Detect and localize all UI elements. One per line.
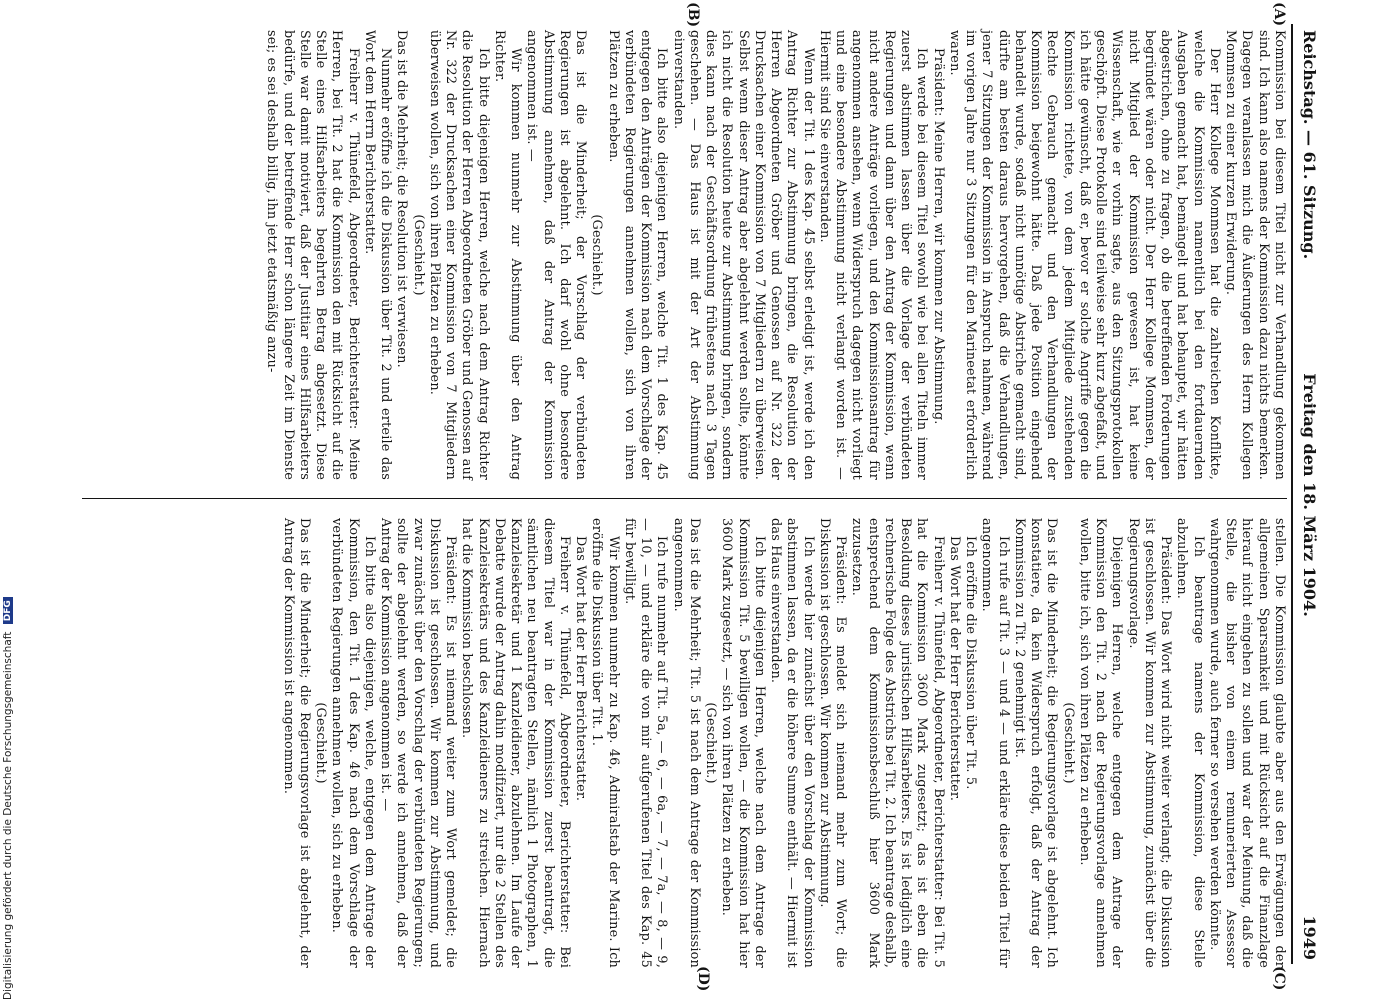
left-column (263, 30, 1287, 480)
paragraph: Wenn der Tit. 1 des Kap. 45 selbst erledigt ist, werde ich den Antrag Richter zur Abstimmung bringen, die Resolution der Herren Abgeordneten Gröber und Genossen auf Nr. 322 der Drucksachen einer Kommission von 7 Mitgliedern zu überweisen. Selbst wenn dieser Antrag aber abgelehnt werden sollte, könnte ich nicht die Resolution heute zur Abstimmung bringen, sondern dies kann nach der Geschäftsordnung frühestens nach 3 Tagen geschehen. — Das Haus ist mit der Art der Abstimmung einverstanden. (670, 30, 816, 480)
header-left-title: Reichstag. — 61. Sitzung. (1300, 30, 1319, 260)
stage-direction: (Geschieht.) (589, 214, 605, 296)
paragraph: Ich bitte diejenigen Herren, welche nach dem Antrag Richter die Resolution der Herren Abgeordneten Gröber und Genossen auf Nr. 322 der Drucksachen einer Kommission von 7 Mitgliedern überweisen wollen, sich von ihren Plätzen zu erheben. (427, 30, 491, 480)
paragraph: Wir kommen nunmehr zu Kap. 46, Admiralstab der Marine. Ich eröffne die Diskussion über Tit. 1. (589, 518, 621, 968)
header-rule (1291, 24, 1293, 964)
paragraph: Das ist die Mehrheit; die Resolution ist verwiesen. (394, 30, 410, 368)
paragraph: Freiherr v. Thünefeld, Abgeordneter, Berichterstatter: Meine Herren, bei Tit. 2 hat die Kommission den mit Rücksicht auf die Stelle eines Hilfsarbeiters begehrten Betrag abgesetzt. Diese Stelle war damit motiviert, daß der Justitiar eines Hilfsarbeiters bedürfe, und der betreffende Herr schon längere Zeit im Dienste sei; es sei deshalb billig, ihn jetzt etatsmäßig anzu- (264, 30, 361, 480)
margin-mark-b: (B) (685, 2, 701, 28)
paragraph: Präsident: Es meldet sich niemand mehr zum Wort; die Diskussion ist geschlossen. Wir kommen zur Abstimmung. (817, 518, 849, 968)
paragraph: Diejenigen Herren, welche entgegen dem Antrage der Kommission den Tit. 2 nach der Regierungsvorlage annehmen wollen, bitte ich, sich von ihren Plätzen zu erheben. (1077, 518, 1125, 968)
footer-credit (2, 0, 14, 1000)
paragraph: Ich bitte also diejenigen, welche, entgegen dem Antrage der Kommission, den Tit. 1 des Kap. 46 nach dem Vorschlage der verbündeten Regierungen annehmen wollen, sich zu erheben. (329, 518, 377, 968)
paragraph: Der Herr Kollege Mommsen hat die zahlreichen Konflikte, welche die Kommission namentlich bei den fortdauernden Ausgaben gemacht hat, bemängelt und hat behauptet, wir hätten abgestrichen, ohne zu fragen, ob die betreffenden Forderungen begründet wären oder nicht. Der Herr Kollege Mommsen, der nicht Mitglied der Kommission gewesen ist, hat keine Wissenschaft, wie er vorhin sagte, aus den Sitzungsprotokollen geschöpft. Diese Protokolle sind teilweise sehr kurz abgefaßt, und ich hätte gewünscht, daß er, bevor er solche Angriffe gegen die Kommission richtete, von dem jedem Mitgliede zustehenden Rechte Gebrauch gemacht und den Verhandlungen der Kommission beigewohnt hätte. Daß jede Position eingehend behandelt wurde, sodaß nicht unnötige Abstriche gemacht sind, dürfte am besten daraus hervorgehen, daß die Verhandlungen, jener 7 Sitzungen der Kommission in Anspruch nahmen, während im vorigen Jahre nur 3 Sitzungen für den Marineetat erforderlich waren. (947, 30, 1222, 480)
page-header (1297, 30, 1321, 960)
header-date: Freitag den 18. März 1904. (1300, 373, 1319, 617)
paragraph: Kommission bei diesem Titel nicht zur Verhandlung gekommen sind. Ich kann also namens der Kommission dazu nichts bemerken. Dagegen veranlassen mich die Äußerungen des Herrn Kollegen Mommsen zu einer kurzen Erwiderung. (1223, 30, 1287, 480)
paragraph: Nunmehr eröffne ich die Diskussion über Tit. 2 und erteile das Wort dem Herrn Berichterstatter. (362, 30, 394, 480)
paragraph: Ich bitte diejenigen Herren, welche nach dem Antrage der Kommission Tit. 5 bewilligen wollen, — die Kommission hat hier 3600 Mark zugesetzt, — sich von ihren Plätzen zu erheben. (719, 518, 767, 968)
paragraph: Das ist die Minderheit; der Vorschlag der verbündeten Regierungen ist abgelehnt. Ich darf wohl ohne besondere Abstimmung annehmen, daß der Antrag der Kommission angenommen ist. — (524, 30, 589, 480)
paragraph: Das Wort hat der Herr Berichterstatter. (573, 536, 589, 802)
stage-direction: (Geschieht.) (313, 702, 329, 784)
paragraph: Das ist die Minderheit; die Regierungsvorlage ist abgelehnt. Ich konstatiere, da kein Widerspruch erfolgt, daß der Antrag der Kommission zu Tit. 2 genehmigt ist. (1012, 518, 1060, 968)
paragraph: Ich werde hier zunächst über den Vorschlag der Kommission abstimmen lassen, da er die höhere Summe enthält. — Hiermit ist das Haus einverstanden. (768, 518, 816, 968)
paragraph: Das ist die Mehrheit; Tit. 5 ist nach dem Antrage der Kommission angenommen. (670, 518, 702, 968)
page-number: 1949 (1300, 915, 1319, 960)
paragraph: Ich bitte also diejenigen Herren, welche Tit. 1 des Kap. 45 entgegen den Anträgen der Kommission nach dem Vorschlage der verbündeten Regierungen annehmen wollen, sich von ihren Plätzen zu erheben. (605, 30, 670, 480)
stage-direction: (Geschieht.) (703, 702, 719, 784)
right-column (280, 518, 1288, 968)
stage-direction: (Geschieht.) (1060, 702, 1076, 784)
stage-direction: (Geschieht.) (410, 214, 426, 296)
paragraph: stellen. Die Kommission glaubte aber aus den Erwägungen der allgemeinen Sparsamkeit und mit Rücksicht auf die Finanzlage hierauf nicht eingehen zu sollen und war der Meinung, daß die Stelle, die bisher von einem remunerierten Assessor wahrgenommen wurde, auch ferner so versehen werden könnte. (1207, 518, 1287, 968)
paragraph: Freiherr v. Thünefeld, Abgeordneter, Berichterstatter: Bei Tit. 5 hat die Kommission 3600 Mark zugesetzt; das ist eben die Besoldung dieses juristischen Hilfsarbeiters. Es ist lediglich eine rechnerische Folge des Abstrichs bei Tit. 2. Ich beantrage deshalb, entsprechend dem Kommissionsbeschluß hier 3600 Mark zuzusetzen. (849, 518, 946, 968)
paragraph: Ich werde bei diesem Titel sowohl wie bei allen Titeln immer zuerst abstimmen lassen über die Vorlage der verbündeten Regierungen und dann über den Antrag der Kommission, wenn nicht andere Anträge vorliegen, und den Kommissionsantrag für angenommen ansehen, wenn Widerspruch dagegen nicht vorliegt und eine besondere Abstimmung nicht verlangt worden ist. — Hiermit sind Sie einverstanden. (817, 30, 930, 480)
margin-mark-a: (A) (1271, 2, 1287, 27)
paragraph: Ich rufe nunmehr auf Tit. 5a, — 6, — 6a, — 7, — 7a, — 8, — 9, — 10, — und erkläre die von mir aufgerufenen Titel des Kap. 45 für bewilligt. (622, 518, 670, 968)
paragraph: Präsident: Meine Herren, wir kommen zur Abstimmung. (930, 48, 946, 425)
paragraph: Ich beantrage namens der Kommission, diese Stelle abzulehnen. (1174, 518, 1206, 968)
column-divider (82, 498, 1287, 499)
footer-text: Digitalisierung gefördert durch die Deutsche Forschungsgemeinschaft (2, 631, 14, 1000)
paragraph: Präsident: Es ist niemand weiter zum Wort gemeldet; die Diskussion ist geschlossen. Wir kommen zur Abstimmung, und zwar zunächst über den Vorschlag der verbündeten Regierungen; sollte der abgelehnt werden, so werde ich annehmen, daß der Antrag der Kommission angenommen ist. — (378, 518, 459, 968)
paragraph: Ich rufe auf Tit. 3 — und 4 — und erkläre diese beiden Titel für angenommen. (979, 518, 1011, 968)
paragraph: Präsident: Das Wort wird nicht weiter verlangt; die Diskussion ist geschlossen. Wir kommen zur Abstimmung, zunächst über die Regierungsvorlage. (1125, 518, 1174, 968)
dfg-logo: DFG (3, 597, 13, 624)
paragraph: Das Wort hat der Herr Berichterstatter. (947, 536, 962, 802)
margin-mark-d: (D) (695, 966, 711, 992)
paragraph: Ich eröffne die Diskussion über Tit. 5. (963, 536, 979, 790)
paragraph: Das ist die Minderheit; die Regierungsvorlage ist abgelehnt, der Antrag der Kommission ist angenommen. (280, 518, 312, 968)
margin-mark-c: (C) (1271, 966, 1287, 991)
paragraph: Freiherr v. Thünefeld, Abgeordneter, Berichterstatter: Bei diesem Titel war in der Kommission zuerst beantragt, die sämtlichen neu beantragten Stellen, nämlich 1 Photographen, 1 Kanzleisekretär und 1 Kanzleidiener, abzulehnen. Im Laufe der Debatte wurde der Antrag dahin modifiziert, nur die 2 Stellen des Kanzleisekretärs und des Kanzleidieners zu streichen. Hiernach hat die Kommission beschlossen. (459, 518, 572, 968)
paragraph: Wir kommen nunmehr zur Abstimmung über den Antrag Richter. (492, 30, 524, 480)
